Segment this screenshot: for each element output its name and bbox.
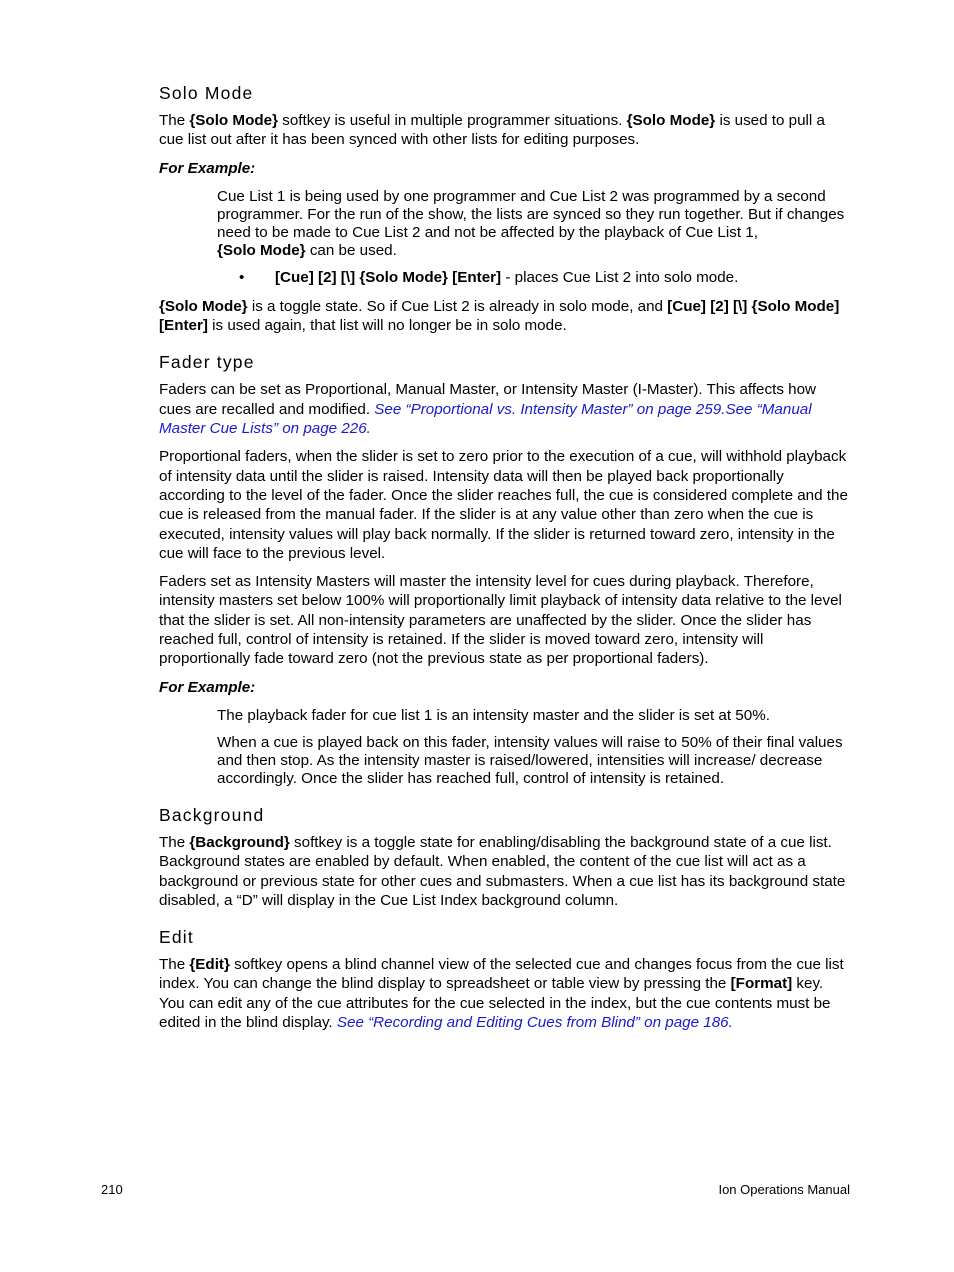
heading-edit: Edit: [159, 927, 194, 948]
heading-background: Background: [159, 804, 265, 825]
heading-fader-type: Fader type: [159, 352, 255, 373]
page-number: 210: [101, 1182, 123, 1197]
proportional-faders: Proportional faders, when the slider is set to zero prior to the execution of a cue, will withhold playback of intensity data until the slider is raised. Intensity data will then be played back proportionally according to the level of the fader. Once the slider reaches full, the cue is considered complete and the cue is released from the manual fader. If the slider is at any value other than zero when the cue is executed, intensity values will play back normally. If the slider is returned toward zero, intensity in the cue will face to the previous level.: [159, 448, 848, 562]
manual-title: Ion Operations Manual: [718, 1182, 850, 1197]
edit-text: The {Edit} softkey opens a blind channel view of the selected cue and changes focus from the cue list index. You can change the blind display to spreadsheet or table view by pressing the [Format] key. You can edit any of the cue attributes for the cue selected in the index, but the cue contents must be edited in the blind display. See “Recording and Editing Cues from Blind” on page 186.: [159, 956, 844, 1032]
example-label: For Example:: [159, 678, 256, 696]
intensity-masters: Faders set as Intensity Masters will master the intensity level for cues during playback. Therefore, intensity masters set below 100% will proportionally limit playback of intensity data relative to the level that the slider is set. All non-intensity parameters are unaffected by the slider. Once the slider has reached full, control of intensity is retained. If the slider is moved toward zero, intensity will proportionally fade toward zero (not the previous state as per proportional faders).: [159, 573, 842, 668]
fader-type-intro: Faders can be set as Proportional, Manual Master, or Intensity Master (I-Master). This affects how cues are recalled and modified. See “Proportional vs. Intensity Master” on page 259.See “Manual Master Cue Lists” on page 226.: [159, 381, 816, 438]
fader-example-1: The playback fader for cue list 1 is an intensity master and the slider is set at 50%.: [217, 706, 770, 724]
background-text: The {Background} softkey is a toggle state for enabling/disabling the background state of a cue list. Background states are enabled by default. When enabled, the content of the cue list will act as a background or previous state for other cues and submasters. When a cue list has its background state disabled, a “D” will display in the Cue List Index background column.: [159, 833, 846, 909]
solo-mode-toggle: {Solo Mode} is a toggle state. So if Cue List 2 is already in solo mode, and [Cue] [2] [\] {Solo Mode] [Enter] is used again, that list will no longer be in solo mode.: [159, 297, 840, 335]
fader-example-2: When a cue is played back on this fader, intensity values will raise to 50% of their final values and then stop. As the intensity master is raised/lowered, intensities will increase/ decrease accordingly. Once the slider has reached full, control of intensity is retained.: [217, 733, 843, 787]
xref-link[interactable]: See “Proportional vs. Intensity Master” on page 259.See “Manual Master Cue Lists” on page 226.: [159, 400, 812, 438]
example-label: For Example:: [159, 159, 256, 177]
bullet-item: • [Cue] [2] [\] {Solo Mode} [Enter] - places Cue List 2 into solo mode.: [239, 268, 739, 286]
heading-solo-mode: Solo Mode: [159, 83, 254, 103]
xref-link[interactable]: See “Recording and Editing Cues from Blind” on page 186.: [336, 1014, 733, 1032]
bullet-marker: •: [239, 268, 245, 286]
page-content: [159, 82, 851, 1041]
solo-mode-intro: The {Solo Mode} softkey is useful in multiple programmer situations. {Solo Mode} is used to pull a cue list out after it has been synced with other lists for editing purposes.: [159, 112, 825, 149]
solo-mode-example: Cue List 1 is being used by one programmer and Cue List 2 was programmed by a second programmer. For the run of the show, the lists are synced so they run together. But if changes need to be made to Cue List 2 and not be affected by the playback of Cue List 1, {Solo Mode} can be used.: [217, 187, 845, 259]
